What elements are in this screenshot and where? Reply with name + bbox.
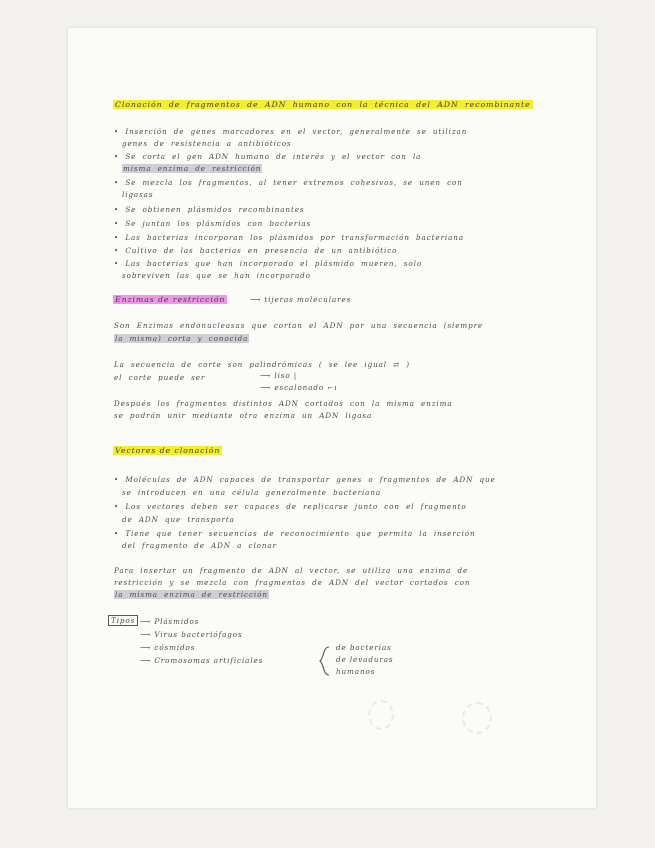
clonacion-line-3: • Se corta el gen ADN humano de interés y el vector con la [114, 152, 422, 161]
enzimas-arrow-note: ⟶ tijeras moleculares [250, 295, 352, 304]
clonacion-line-2: genes de resistencia a antibióticos [122, 139, 292, 148]
tipos-label: Tipos [108, 616, 138, 626]
corte-option-liso: ⟶ liso | [260, 371, 298, 380]
enzimas-definition-line-1: Son Enzimas endonucleasas que cortan el ADN por una secuencia (siempre [114, 321, 484, 330]
para-line-1: Para insertar un fragmento de ADN al vector, se utiliza una enzima de [114, 566, 469, 575]
tipos-item-cosmidos: ⟶ cósmidos [140, 643, 196, 652]
clonacion-line-1: • Inserción de genes marcadores en el vector, generalmente se utilizan [114, 127, 468, 136]
vectores-line-6: del fragmento de ADN a clonar [122, 541, 277, 550]
cromosomas-sub-bacterias: de bacterias [336, 643, 392, 652]
section-title-vectores: Vectores de clonación [115, 446, 221, 455]
vectores-line-4: de ADN que transporta [122, 515, 235, 524]
clonacion-line-4: misma enzima de restricción [123, 164, 262, 173]
corte-option-escalonado: ⟶ escalonado ⌐ı [260, 383, 338, 392]
section-title-clonacion: Clonación de fragmentos de ADN humano con la técnica del ADN recombinante [115, 100, 531, 109]
vectores-line-2: se introducen en una célula generalmente bacteriana [122, 488, 382, 497]
para-line-2: restricción y se mezcla con fragmentos de ADN del vector cortados con [114, 578, 471, 587]
tipos-item-virus: ⟶ Virus bacteriófagos [140, 630, 243, 639]
clonacion-line-11: • Las bacterias que han incorporado el plásmido mueren, solo [114, 259, 423, 268]
corte-line: La secuencia de corte son palindrómicas ( se lee igual ⇄ ) [114, 360, 410, 369]
tipos-item-cromosomas: ⟶ Cromosomas artificiales [140, 656, 264, 665]
vectores-line-3: • Los vectores deben ser capaces de replicarse junto con el fragmento [114, 502, 467, 511]
clonacion-line-9: • Las bacterias incorporan los plásmidos por transformación bacteriana [114, 233, 465, 242]
curly-brace-icon [317, 645, 331, 677]
clonacion-line-10: • Cultivo de las bacterias en presencia de un antibiótico [114, 246, 398, 255]
tipos-item-plasmidos: ⟶ Plásmidos [140, 617, 200, 626]
enzimas-definition-line-2: la misma) corta y conocida [115, 334, 249, 343]
para-line-3: la misma enzima de restricción [115, 590, 268, 599]
bleed-through-mark [368, 700, 394, 730]
vectores-line-5: • Tiene que tener secuencias de reconocimiento que permita la inserción [114, 529, 476, 538]
despues-line-1: Después los fragmentos distintos ADN cortados con la misma enzima [114, 399, 453, 408]
clonacion-line-7: • Se obtienen plásmidos recombinantes [114, 205, 305, 214]
cromosomas-sub-levaduras: de levaduras [336, 655, 394, 664]
clonacion-line-12: sobreviven las que se han incorporado [122, 271, 311, 280]
corte-prefix: el corte puede ser [114, 373, 206, 382]
despues-line-2: se podrán unir mediante otra enzima un ADN ligasa [114, 411, 373, 420]
clonacion-line-8: • Se juntan los plásmidos con bacterias [114, 219, 312, 228]
bleed-through-mark [462, 702, 492, 734]
cromosomas-sub-humanos: humanos [336, 667, 376, 676]
vectores-line-1: • Moléculas de ADN capaces de transportar genes o fragmentos de ADN que [114, 475, 496, 484]
section-title-enzimas: Enzimas de restricción [115, 295, 226, 304]
clonacion-line-6: ligasas [122, 190, 154, 199]
clonacion-line-5: • Se mezcla los fragmentos, al tener extremos cohesivos, se unen con [114, 178, 463, 187]
